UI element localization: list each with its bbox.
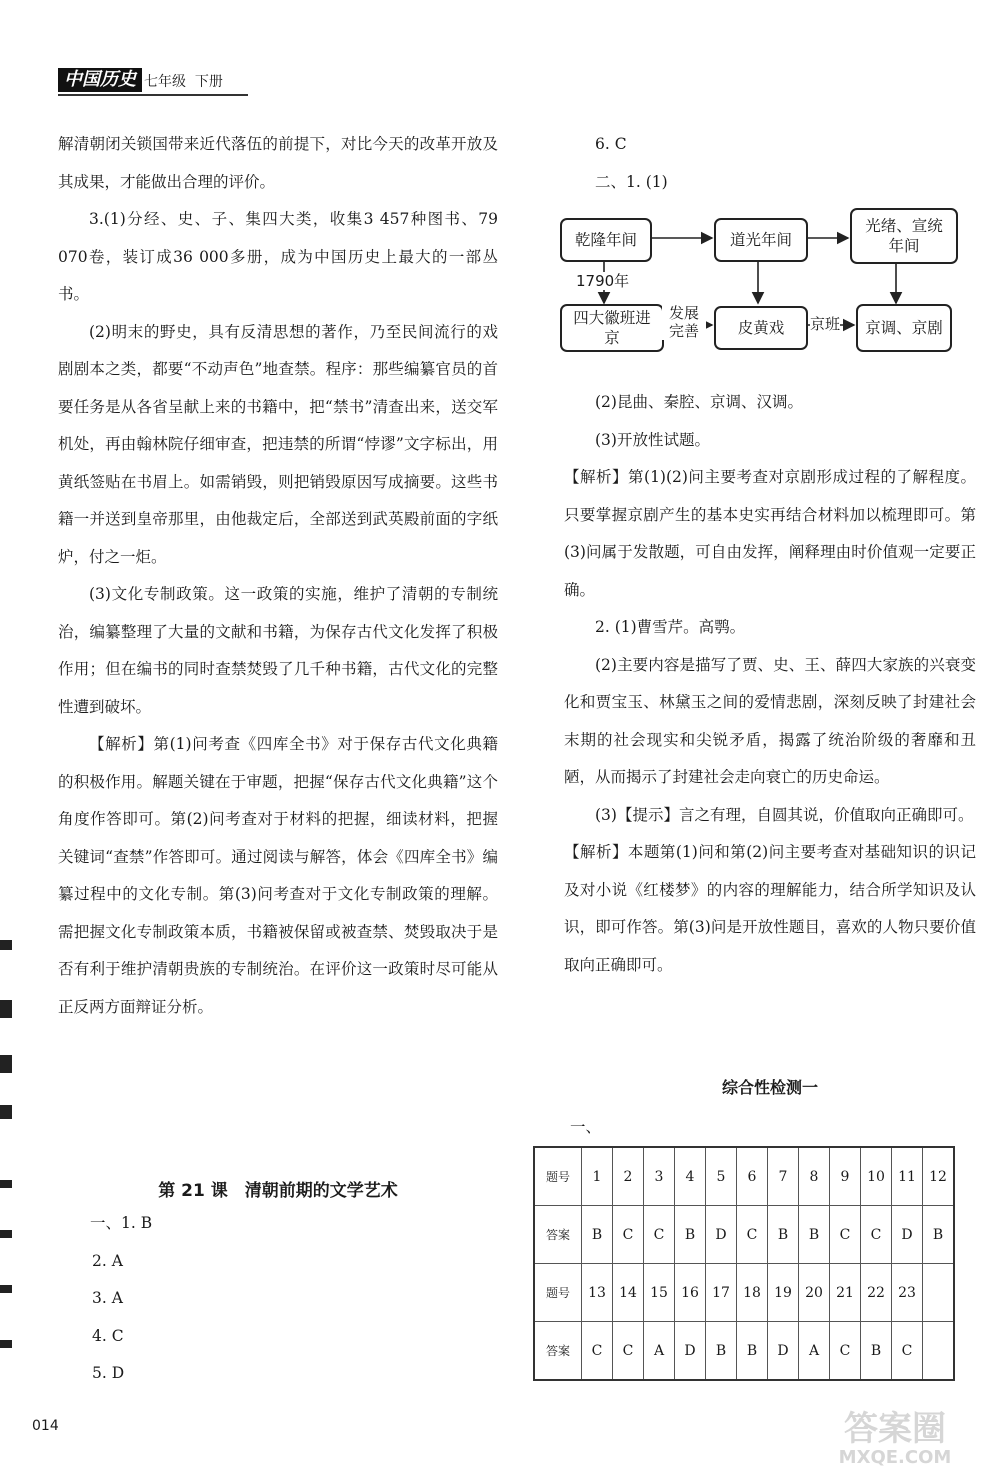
table-cell: C	[892, 1322, 923, 1381]
table-cell: 13	[582, 1264, 613, 1322]
watermark-text: 答案圈	[844, 1409, 946, 1449]
table-cell: 21	[830, 1264, 861, 1322]
edge-tab-mark	[0, 1285, 12, 1293]
flow-box-huiban: 四大徽班进京	[560, 304, 664, 352]
page-number: 014	[32, 1418, 59, 1434]
table-cell: 1	[582, 1147, 613, 1206]
table-cell: D	[892, 1206, 923, 1264]
page-header	[58, 68, 258, 98]
table-cell: B	[861, 1322, 892, 1381]
table-cell: 18	[737, 1264, 768, 1322]
table-cell: C	[613, 1322, 644, 1381]
table-cell: 6	[737, 1147, 768, 1206]
test-title: 综合性检测一	[721, 1078, 818, 1097]
table-cell: D	[768, 1322, 799, 1381]
answer-table	[533, 1146, 955, 1381]
analysis-paragraph: 【解析】第(1)问考查《四库全书》对于保存古代文化典籍的积极作用。解题关键在于审题，把握“保存古代文化典籍”这个角度作答即可。第(2)问考查对于材料的把握，细读材料，把握关键词“查禁”作答即可。通过阅读与解答，体会《四库全书》编纂过程中的文化专制。第(3)问考查对于文化专制政策的理解。需把握文化专制政策本质，书籍被保留或被查禁、焚毁取决于是否有利于维护清朝贵族的专制统治。在评价这一政策时尽可能从正反两方面辩证分析。	[58, 735, 498, 1016]
table-cell: B	[768, 1206, 799, 1264]
paragraph: (3)【提示】言之有理，自圆其说，价值取向正确即可。	[595, 805, 974, 824]
table-cell: C	[737, 1206, 768, 1264]
edge-tab-mark	[0, 1055, 12, 1073]
lesson-answers	[90, 1205, 152, 1393]
table-cell: A	[644, 1322, 675, 1381]
answer-line: (3)开放性试题。	[595, 430, 710, 449]
analysis-paragraph: 【解析】第(1)(2)问主要考查对京剧形成过程的了解程度。只要掌握京剧产生的基本史实再结合材料加以梳理即可。第(3)问属于发散题，可自由发挥，阐释理由时价值观一定要正确。	[564, 468, 976, 599]
paragraph: 3.(1)分经、史、子、集四大类，收集3 457种图书、79 070卷，装订成36 000多册，成为中国历史上最大的一部丛书。	[58, 210, 498, 303]
edge-tab-mark	[0, 1180, 12, 1188]
table-row	[534, 1147, 954, 1206]
table-cell: 9	[830, 1147, 861, 1206]
table-cell: 14	[613, 1264, 644, 1322]
answer-line: 4. C	[92, 1326, 124, 1345]
paragraph: (2)主要内容是描写了贾、史、王、薛四大家族的兴衰变化和贾宝玉、林黛玉之间的爱情悲剧，深刻反映了封建社会末期的社会现实和尖锐矛盾，揭露了统治阶级的奢靡和丑陋，从而揭示了封建社会走向衰亡的历史命运。	[564, 655, 976, 786]
peking-opera-flowchart	[558, 200, 978, 380]
brand-logo: 中国历史	[58, 68, 142, 92]
lesson-title: 第 21 课 清朝前期的文学艺术	[158, 1181, 398, 1201]
answer-line: (2)昆曲、秦腔、京调、汉调。	[595, 393, 803, 411]
flow-label-jingban: 京班	[810, 315, 841, 333]
table-cell: 20	[799, 1264, 830, 1322]
answer-line: 6. C	[595, 135, 627, 153]
table-cell: B	[737, 1322, 768, 1381]
table-cell: C	[830, 1206, 861, 1264]
row-header: 答案	[534, 1206, 582, 1264]
flow-box-qianlong: 乾隆年间	[560, 218, 652, 262]
edge-tab-mark	[0, 1000, 12, 1018]
flow-label-develop: 发展完善	[662, 304, 706, 340]
table-cell: 5	[706, 1147, 737, 1206]
paragraph: (2)明末的野史，具有反清思想的著作，乃至民间流行的戏剧剧本之类，都要“不动声色”地查禁。程序：那些编纂官员的首要任务是从各省呈献上来的书籍中，把“禁书”清查出来，送交军机处，再由翰林院仔细审查，把违禁的所谓“悖谬”文字标出，用黄纸签贴在书眉上。如需销毁，则把销毁原因写成摘要。这些书籍一并送到皇帝那里，由他裁定后，全部送到武英殿前面的字纸炉，付之一炬。	[58, 322, 498, 566]
table-cell: D	[675, 1322, 706, 1381]
table-cell: C	[644, 1206, 675, 1264]
table-cell: 8	[799, 1147, 830, 1206]
answer-line: 2. A	[92, 1251, 123, 1270]
table-cell: B	[706, 1322, 737, 1381]
watermark-url: MXQE.COM	[838, 1447, 952, 1468]
paragraph: 解清朝闭关锁国带来近代落伍的前提下，对比今天的改革开放及其成果，才能做出合理的评价。	[58, 135, 498, 191]
table-cell: 19	[768, 1264, 799, 1322]
edge-tab-mark	[0, 1340, 12, 1348]
paragraph: (3)文化专制政策。这一政策的实施，维护了清朝的专制统治，编纂整理了大量的文献和书籍，为保存古代文化发挥了积极作用；但在编书的同时查禁焚毁了几千种书籍，古代文化的完整性遭到破坏。	[58, 585, 498, 716]
flow-box-jingju: 京调、京剧	[856, 304, 952, 352]
row-header: 答案	[534, 1322, 582, 1381]
header-rule	[58, 94, 248, 96]
row-header: 题号	[534, 1264, 582, 1322]
row-header: 题号	[534, 1147, 582, 1206]
left-column	[58, 126, 498, 1026]
table-cell: B	[675, 1206, 706, 1264]
table-cell: 17	[706, 1264, 737, 1322]
table-cell: 3	[644, 1147, 675, 1206]
answer-line: 3. A	[92, 1289, 123, 1307]
watermark	[800, 1410, 990, 1474]
edge-tab-mark	[0, 1230, 12, 1238]
edge-tab-mark	[0, 1105, 12, 1119]
answer-line: 2. (1)曹雪芹。高鹗。	[595, 618, 746, 636]
table-row	[534, 1264, 954, 1322]
flow-label-year: 1790年	[576, 272, 630, 290]
analysis-paragraph: 【解析】本题第(1)问和第(2)问主要考查对基础知识的识记及对小说《红楼梦》的内容的理解能力，结合所学知识及认识，即可作答。第(3)问是开放性题目，喜欢的人物只要价值取向正确即可。	[564, 843, 976, 974]
section-label: 一、	[570, 1118, 602, 1136]
table-cell: 23	[892, 1264, 923, 1322]
flow-box-guangxu: 光绪、宣统年间	[850, 208, 958, 264]
answer-line: 5. D	[92, 1364, 125, 1382]
table-cell: 10	[861, 1147, 892, 1206]
table-cell: A	[799, 1322, 830, 1381]
table-cell: C	[861, 1206, 892, 1264]
grade-label: 七年级 下册	[144, 74, 223, 90]
answer-line: 二、1. (1)	[595, 172, 668, 191]
table-cell: C	[830, 1322, 861, 1381]
edge-tab-mark	[0, 940, 12, 950]
table-cell	[923, 1322, 955, 1381]
table-cell: B	[799, 1206, 830, 1264]
table-cell: C	[582, 1322, 613, 1381]
page-edge-tabs	[0, 880, 14, 1400]
flow-box-pihuang: 皮黄戏	[714, 306, 808, 350]
table-cell: B	[582, 1206, 613, 1264]
flow-box-daoguang: 道光年间	[714, 218, 808, 262]
table-cell	[923, 1264, 955, 1322]
table-row	[534, 1322, 954, 1381]
table-cell: 15	[644, 1264, 675, 1322]
table-cell: 12	[923, 1147, 955, 1206]
table-cell: C	[613, 1206, 644, 1264]
answer-line: 一、1. B	[90, 1214, 153, 1232]
table-cell: 16	[675, 1264, 706, 1322]
table-cell: 7	[768, 1147, 799, 1206]
table-cell: B	[923, 1206, 955, 1264]
table-cell: 4	[675, 1147, 706, 1206]
table-cell: 22	[861, 1264, 892, 1322]
table-cell: 11	[892, 1147, 923, 1206]
table-cell: D	[706, 1206, 737, 1264]
table-row	[534, 1206, 954, 1264]
table-cell: 2	[613, 1147, 644, 1206]
